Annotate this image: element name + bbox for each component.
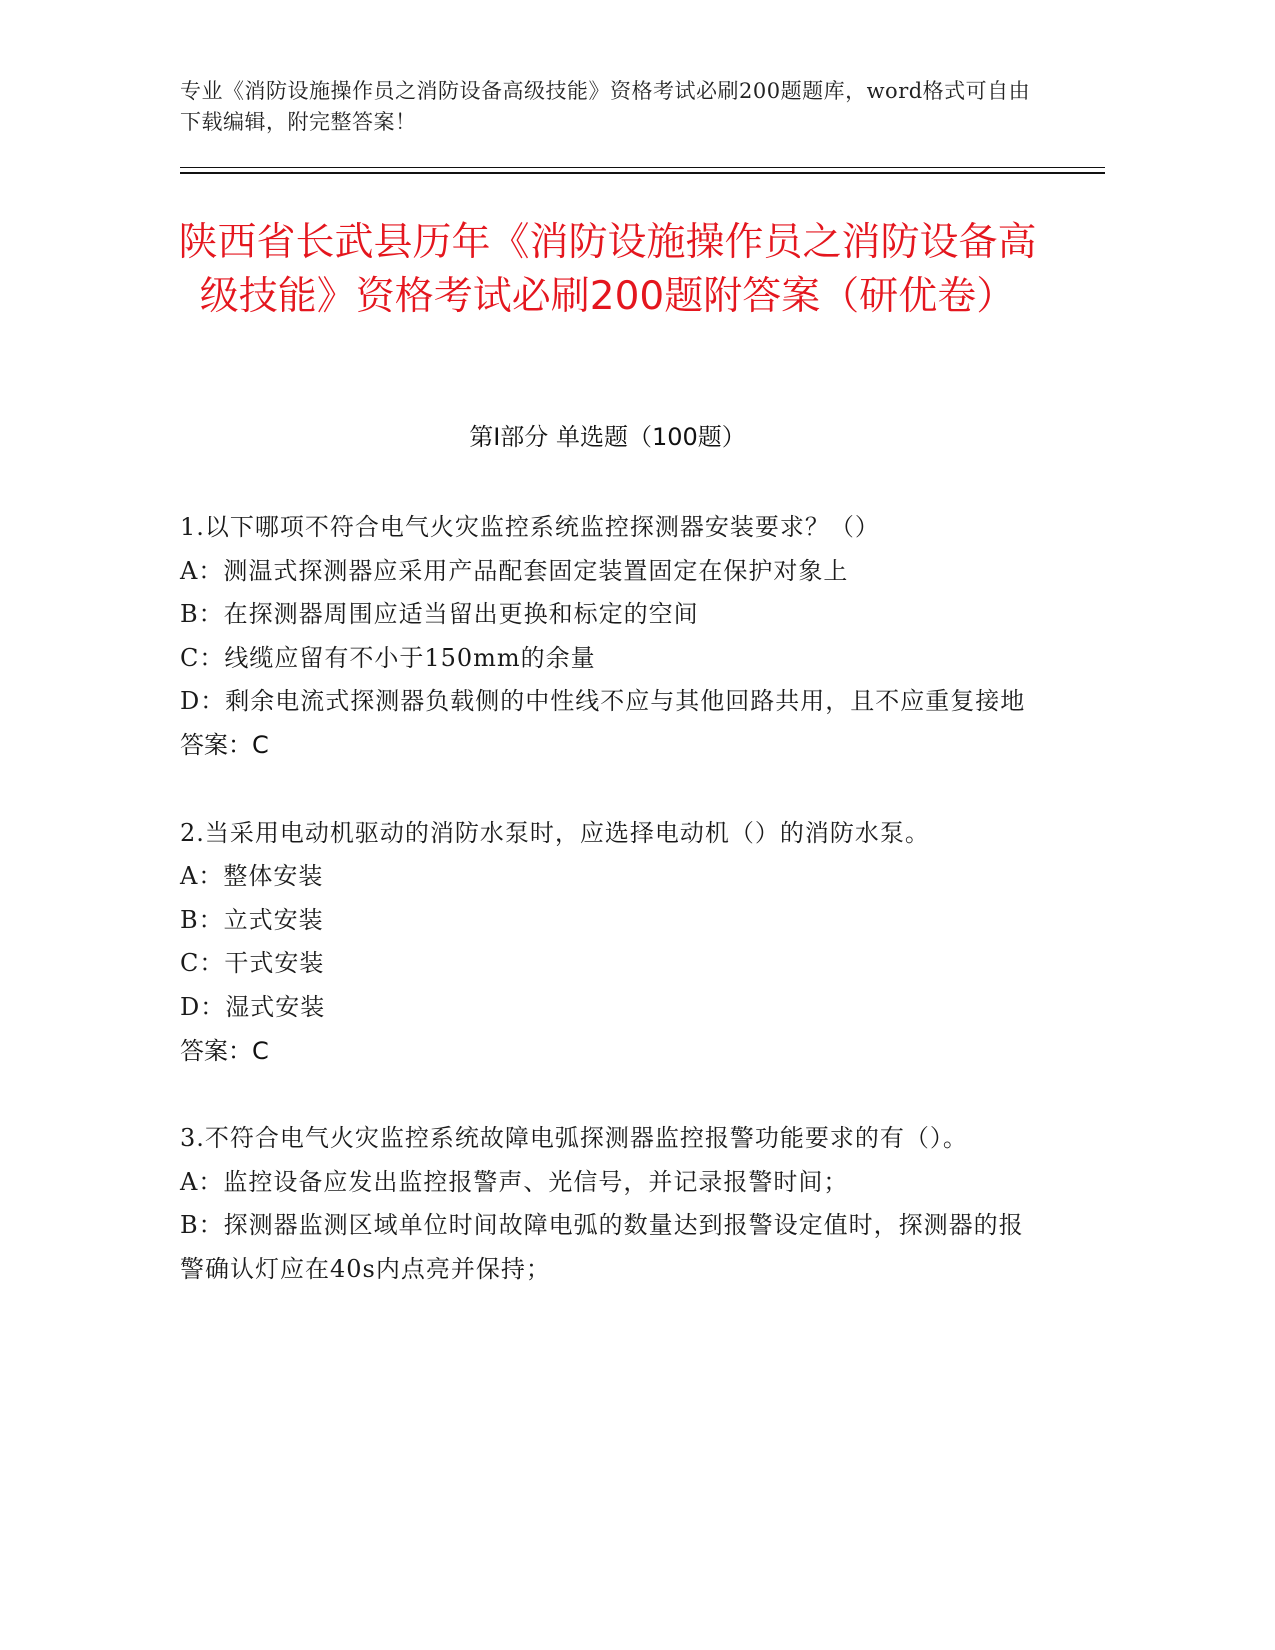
question-stem: 1.以下哪项不符合电气火灾监控系统监控探测器安装要求？（） — [180, 513, 880, 541]
option-d: D：剩余电流式探测器负载侧的中性线不应与其他回路共用，且不应重复接地 — [180, 687, 1026, 716]
header-divider-thick — [180, 172, 1105, 174]
header-note: 专业《消防设施操作员之消防设备高级技能》资格考试必刷200题题库，word格式可自由下载编辑，附完整答案！ — [180, 79, 1031, 134]
question-stem: 2.当采用电动机驱动的消防水泵时，应选择电动机（）的消防水泵。 — [180, 818, 930, 847]
section-title: 第Ⅰ部分 单选题（100题） — [469, 423, 746, 451]
document-title: 陕西省长武县历年《消防设施操作员之消防设备高级技能》资格考试必刷200题附答案（研优卷） — [178, 220, 1037, 319]
option-a: A：测温式探测器应采用产品配套固定装置固定在保护对象上 — [180, 556, 849, 585]
option-b: B：在探测器周围应适当留出更换和标定的空间 — [180, 600, 699, 629]
option-c: C：干式安装 — [180, 949, 325, 978]
option-a: A：监控设备应发出监控报警声、光信号，并记录报警时间； — [180, 1167, 849, 1196]
header-divider-thin — [180, 167, 1105, 168]
option-a: A：整体安装 — [180, 862, 324, 891]
question-stem: 3.不符合电气火灾监控系统故障电弧探测器监控报警功能要求的有（）。 — [180, 1124, 968, 1153]
option-c: C：线缆应留有不小于150mm的余量 — [180, 643, 596, 672]
question-3 — [180, 1117, 1030, 1291]
question-list — [180, 506, 1030, 1336]
question-1 — [180, 506, 1030, 768]
question-2 — [180, 812, 1030, 1074]
option-b: B：立式安装 — [180, 905, 324, 934]
answer-line: 答案：C — [180, 730, 269, 759]
option-d: D：湿式安装 — [180, 992, 326, 1021]
answer-line: 答案：C — [180, 1036, 269, 1065]
option-b: B：探测器监测区域单位时间故障电弧的数量达到报警设定值时，探测器的报警确认灯应在40s内点亮并保持； — [180, 1211, 1024, 1283]
